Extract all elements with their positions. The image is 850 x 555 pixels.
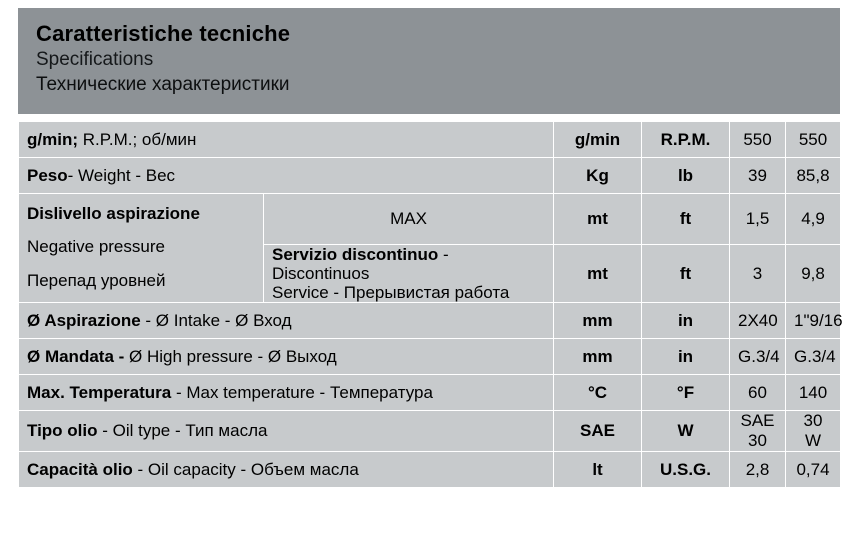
header-title-russian: Технические характеристики — [36, 74, 290, 95]
row-unit-metric: °C — [554, 375, 642, 411]
row-value-metric: SAE 30 — [730, 411, 786, 452]
row-unit-metric: Kg — [554, 158, 642, 194]
sub-label-bold: Servizio discontinuo — [272, 245, 439, 264]
row-value-metric: 550 — [730, 122, 786, 158]
row-value-imperial: 4,9 — [786, 194, 841, 245]
row-unit-metric: mt — [554, 245, 642, 303]
row-unit-metric: g/min — [554, 122, 642, 158]
row-value-metric: 3 — [730, 245, 786, 303]
sub-label-line2: Service - Прерывистая работа — [272, 283, 510, 302]
row-value-imperial: G.3/4 — [786, 339, 841, 375]
row-unit-metric: mm — [554, 303, 642, 339]
row-label-bold: Tipo olio — [27, 421, 98, 440]
row-label — [19, 122, 554, 158]
row-label — [19, 339, 554, 375]
row-label-bold: Capacità olio — [27, 459, 133, 479]
row-value-imperial: 550 — [786, 122, 841, 158]
table-row — [19, 375, 841, 411]
row-value-imperial: 140 — [786, 375, 841, 411]
row-value-imperial: 0,74 — [786, 452, 841, 488]
table-row — [19, 194, 841, 245]
header-title-italian: Caratteristiche tecniche — [36, 21, 291, 46]
row-value-imperial: 9,8 — [786, 245, 841, 303]
row-unit-metric: lt — [554, 452, 642, 488]
row-label — [19, 375, 554, 411]
row-value-imperial: 30 W — [786, 411, 841, 452]
row-label-rest: R.P.M.; об/мин — [78, 129, 197, 149]
row-label-bold: Ø Aspirazione — [27, 310, 141, 330]
row-label-rest: Ø High pressure - Ø Выход — [124, 346, 337, 366]
row-value-metric: 2,8 — [730, 452, 786, 488]
table-row — [19, 158, 841, 194]
row-unit-imperial: in — [642, 303, 730, 339]
row-value-metric: 39 — [730, 158, 786, 194]
table-row — [19, 122, 841, 158]
row-label — [19, 411, 554, 452]
row-label-bold: g/min; — [27, 129, 78, 149]
row-label — [19, 158, 554, 194]
row-unit-metric: SAE — [554, 411, 642, 452]
row-unit-imperial: U.S.G. — [642, 452, 730, 488]
row-value-metric: 2X40 — [730, 303, 786, 339]
row-value-metric: 1,5 — [730, 194, 786, 245]
table-row — [19, 303, 841, 339]
specifications-table — [18, 121, 841, 488]
row-label-bold: Ø Mandata - — [27, 346, 125, 366]
row-unit-imperial: ft — [642, 245, 730, 303]
row-unit-imperial: ft — [642, 194, 730, 245]
row-unit-metric: mm — [554, 339, 642, 375]
header-title-english: Specifications — [36, 49, 154, 70]
row-value-imperial: 85,8 — [786, 158, 841, 194]
table-row — [19, 339, 841, 375]
sub-label-rest: - Discontinuos — [272, 245, 449, 283]
table-row — [19, 411, 841, 452]
row-label-bold: Max. Temperatura — [27, 382, 172, 402]
row-label-group-dislivello — [19, 194, 264, 303]
row-unit-imperial: °F — [642, 375, 730, 411]
row-label-rest: - Max temperature - Температура — [171, 382, 433, 402]
row-unit-imperial: W — [642, 411, 730, 452]
row-unit-imperial: in — [642, 339, 730, 375]
sub-row-label-max: MAX — [264, 194, 554, 245]
group-label-italian: Dislivello aspirazione — [27, 204, 200, 223]
group-label-english: Negative pressure — [27, 237, 165, 256]
sub-label-line1 — [272, 245, 545, 283]
group-label-russian: Перепад уровней — [27, 271, 166, 290]
row-value-metric: G.3/4 — [730, 339, 786, 375]
row-label-rest: - Oil capacity - Объем масла — [132, 459, 359, 479]
row-label-rest: - Ø Intake - Ø Вход — [140, 310, 292, 330]
row-unit-imperial: R.P.M. — [642, 122, 730, 158]
row-label — [19, 303, 554, 339]
header-banner — [18, 8, 840, 114]
row-value-metric: 60 — [730, 375, 786, 411]
row-label-bold: Peso — [27, 165, 68, 185]
table-row — [19, 452, 841, 488]
sub-row-label-servizio — [264, 245, 554, 303]
row-label-rest: - Weight - Вес — [67, 165, 176, 185]
row-label-rest: - Oil type - Тип масла — [97, 421, 268, 440]
row-value-imperial: 1"9/16 — [786, 303, 841, 339]
row-label — [19, 452, 554, 488]
row-unit-metric: mt — [554, 194, 642, 245]
row-unit-imperial: lb — [642, 158, 730, 194]
